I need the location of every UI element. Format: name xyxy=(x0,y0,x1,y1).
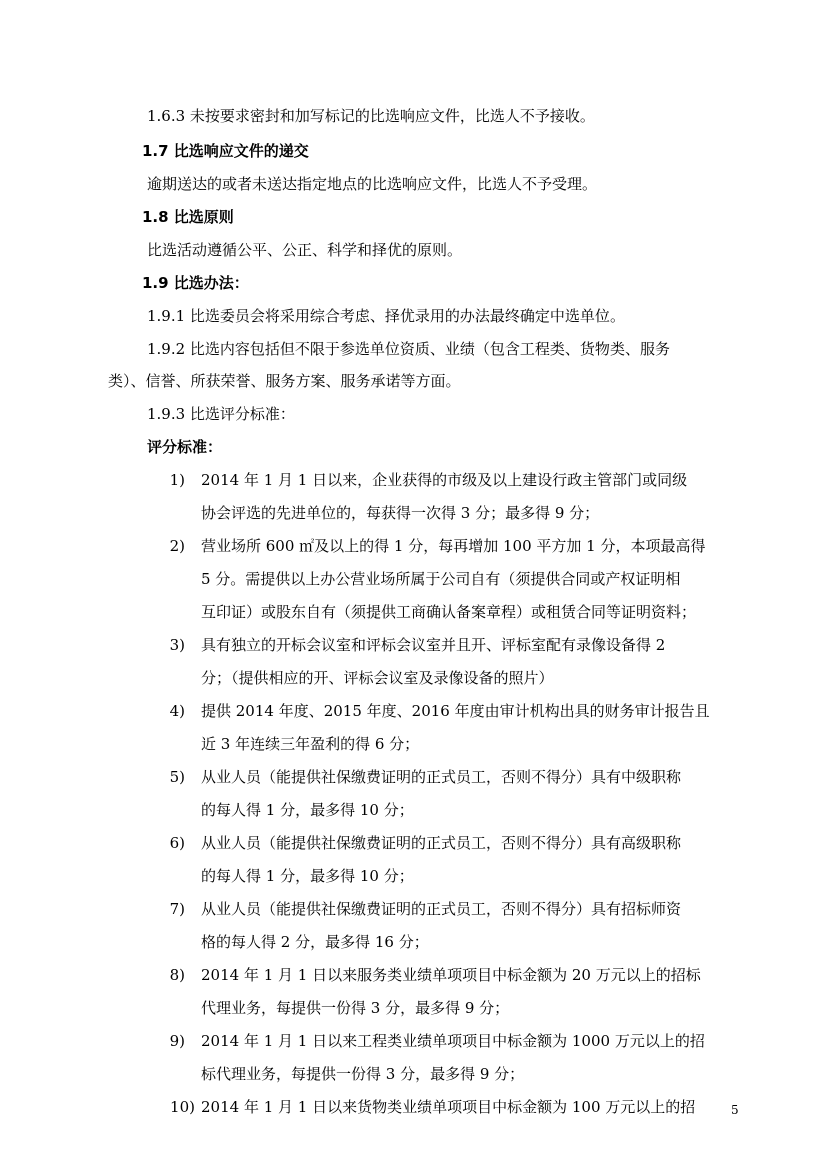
criterion-text-line: 互印证）或股东自有（须提供工商确认备案章程）或租赁合同等证明资料； xyxy=(201,603,697,621)
criterion-text-line: 代理业务，每提供一份得 3 分，最多得 9 分； xyxy=(201,999,510,1017)
criterion-text-line: 营业场所 600 ㎡及以上的得 1 分，每再增加 100 平方加 1 分，本项最高得 xyxy=(201,537,706,555)
heading-1-9: 1.9 比选办法： xyxy=(142,274,249,292)
criterion-number: 4) xyxy=(169,702,185,720)
criterion-text-line: 标代理业务，每提供一份得 3 分，最多得 9 分； xyxy=(201,1065,525,1083)
heading-1-7: 1.7 比选响应文件的递交 xyxy=(142,142,309,160)
page-number: 5 xyxy=(731,1103,739,1117)
criterion-number: 1) xyxy=(169,471,185,489)
section-1-6-3: 1.6.3 未按要求密封和加写标记的比选响应文件，比选人不予接收。 xyxy=(147,107,595,125)
criterion-number: 6) xyxy=(169,834,185,852)
heading-1-8: 1.8 比选原则 xyxy=(142,208,234,226)
criterion-text-line: 从业人员（能提供社保缴费证明的正式员工，否则不得分）具有中级职称 xyxy=(201,768,682,786)
section-1-9-2-line2: 类）、信誉、所获荣誉、服务方案、服务承诺等方面。 xyxy=(108,372,461,390)
criterion-text-line: 2014 年 1 月 1 日以来货物类业绩单项项目中标金额为 100 万元以上的招 xyxy=(201,1098,696,1116)
text-1-8: 比选活动遵循公平、公正、科学和择优的原则。 xyxy=(147,241,463,259)
criterion-text-line: 从业人员（能提供社保缴费证明的正式员工，否则不得分）具有高级职称 xyxy=(201,834,682,852)
section-1-9-1: 1.9.1 比选委员会将采用综合考虑、择优录用的办法最终确定中选单位。 xyxy=(147,307,625,325)
criteria-heading: 评分标准： xyxy=(147,438,223,456)
criterion-number: 9) xyxy=(169,1032,185,1050)
criterion-number: 10) xyxy=(170,1098,195,1116)
criterion-text-line: 2014 年 1 月 1 日以来，企业获得的市级及以上建设行政主管部门或同级 xyxy=(201,471,688,489)
criterion-number: 5) xyxy=(169,768,185,786)
criterion-text-line: 2014 年 1 月 1 日以来工程类业绩单项项目中标金额为 1000 万元以上的招 xyxy=(201,1032,705,1050)
section-1-9-2-line1: 1.9.2 比选内容包括但不限于参选单位资质、业绩（包含工程类、货物类、服务 xyxy=(147,340,670,358)
criterion-text-line: 的每人得 1 分，最多得 10 分； xyxy=(201,801,414,819)
criterion-text-line: 分；（提供相应的开、评标会议室及录像设备的照片） xyxy=(201,669,554,687)
criterion-text-line: 具有独立的开标会议室和评标会议室并且开、评标室配有录像设备得 2 xyxy=(201,636,666,654)
criterion-number: 3) xyxy=(169,636,185,654)
text-1-7: 逾期送达的或者未送达指定地点的比选响应文件，比选人不予受理。 xyxy=(147,175,598,193)
criterion-text-line: 的每人得 1 分，最多得 10 分； xyxy=(201,867,414,885)
section-1-9-3: 1.9.3 比选评分标准： xyxy=(147,405,295,423)
criterion-text-line: 2014 年 1 月 1 日以来服务类业绩单项项目中标金额为 20 万元以上的招标 xyxy=(201,966,701,984)
criterion-text-line: 提供 2014 年度、2015 年度、2016 年度由审计机构出具的财务审计报告且 xyxy=(201,702,710,720)
criterion-text-line: 协会评选的先进单位的，每获得一次得 3 分；最多得 9 分； xyxy=(201,504,600,522)
criterion-number: 2) xyxy=(169,537,185,555)
criterion-text-line: 近 3 年连续三年盈利的得 6 分； xyxy=(201,735,420,753)
criterion-number: 7) xyxy=(169,900,185,918)
criterion-number: 8) xyxy=(169,966,185,984)
criterion-text-line: 格的每人得 2 分，最多得 16 分； xyxy=(201,933,429,951)
criterion-text-line: 从业人员（能提供社保缴费证明的正式员工，否则不得分）具有招标师资 xyxy=(201,900,682,918)
criterion-text-line: 5 分。需提供以上办公营业场所属于公司自有（须提供合同或产权证明相 xyxy=(201,570,681,588)
